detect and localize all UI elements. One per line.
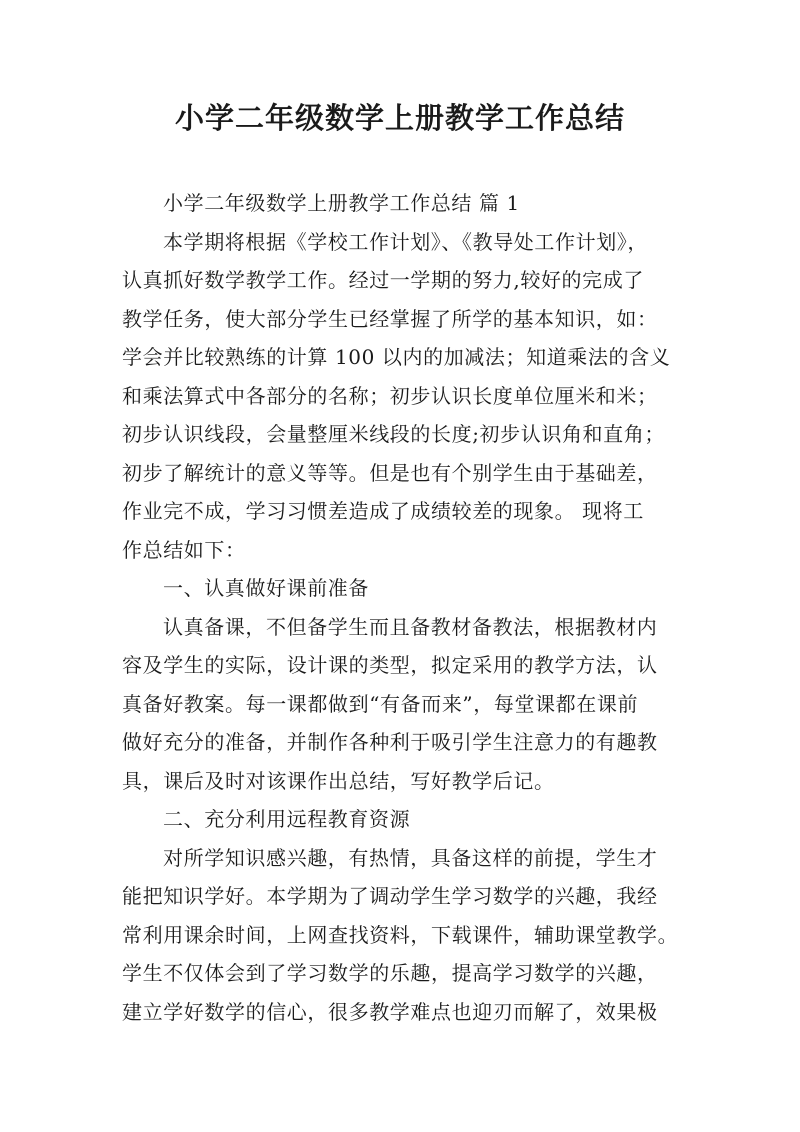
- text-line: 初步了解统计的意义等等。但是也有个别学生由于基础差，: [122, 460, 658, 485]
- text-line: 学会并比较熟练的计算 100 以内的加减法；知道乘法的含义: [122, 345, 671, 369]
- text-line: 对所学知识感兴趣，有热情，具备这样的前提，学生才: [163, 845, 658, 870]
- text-line: 小学二年级数学上册教学工作总结 篇 1: [163, 191, 520, 215]
- text-line: 具，课后及时对该课作出总结，写好教学后记。: [122, 768, 555, 793]
- text-line: 和乘法算式中各部分的名称；初步认识长度单位厘米和米；: [122, 383, 658, 408]
- text-line: 初步认识线段，会量整厘米线段的长度;初步认识角和直角；: [122, 422, 665, 446]
- text-line: 作总结如下：: [122, 537, 246, 562]
- text-line: 容及学生的实际，设计课的类型，拟定采用的教学方法，认: [122, 653, 658, 677]
- document-title: 小学二年级数学上册教学工作总结: [174, 101, 625, 135]
- text-line: 认真抓好数学教学工作。经过一学期的努力,较好的完成了: [122, 268, 644, 292]
- document-body: [122, 184, 688, 1031]
- text-line: 本学期将根据《学校工作计划》、《教导处工作计划》，: [163, 229, 648, 254]
- text-line: 二、充分利用远程教育资源: [163, 807, 411, 831]
- text-line: 作业完不成，学习习惯差造成了成绩较差的现象。 现将工: [122, 499, 644, 523]
- text-line: 建立学好数学的信心，很多教学难点也迎刃而解了，效果极: [122, 999, 658, 1024]
- text-line: 真备好教案。每一课都做到“有备而来”，每堂课都在课前: [122, 691, 639, 716]
- text-line: 做好充分的准备，并制作各种利于吸引学生注意力的有趣教: [122, 730, 658, 754]
- text-line: 常利用课余时间，上网查找资料，下载课件，辅助课堂教学。: [122, 922, 679, 947]
- text-line: 教学任务，使大部分学生已经掌握了所学的基本知识，如：: [122, 306, 658, 331]
- text-line: 一、认真做好课前准备: [163, 576, 369, 600]
- text-line: 能把知识学好。本学期为了调动学生学习数学的兴趣，我经: [122, 884, 658, 908]
- text-line: 认真备课，不但备学生而且备教材备教法，根据教材内: [163, 614, 658, 639]
- text-line: 学生不仅体会到了学习数学的乐趣，提高学习数学的兴趣，: [122, 961, 658, 985]
